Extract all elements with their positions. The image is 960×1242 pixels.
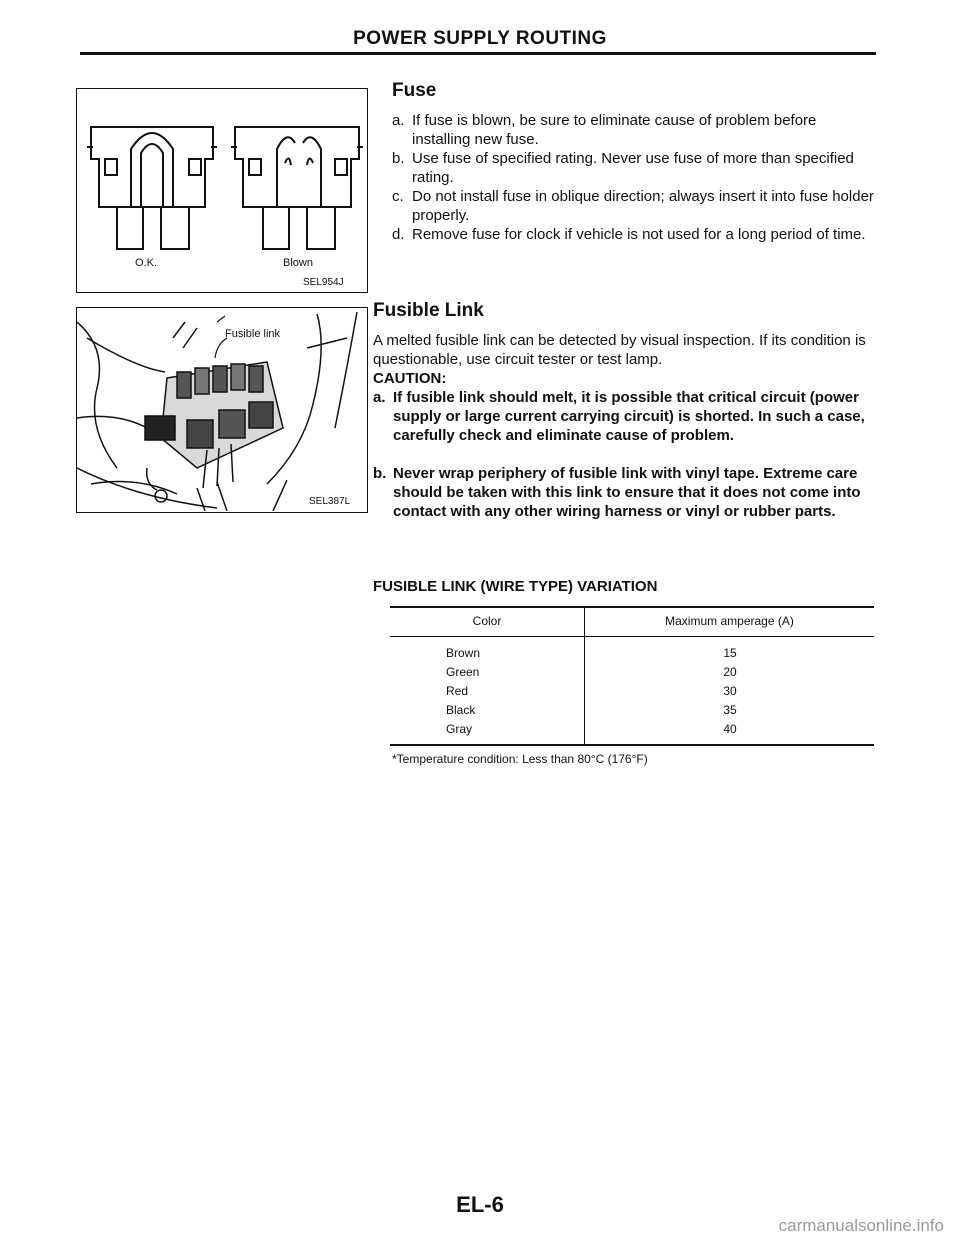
- table-cell-amperage: 20: [723, 665, 737, 679]
- table-cell-amperage: 15: [723, 646, 737, 660]
- table-cell-amperage: 40: [723, 722, 737, 736]
- table-rule: [390, 636, 874, 637]
- list-item: [392, 111, 874, 149]
- list-marker: b.: [373, 465, 387, 482]
- list-text: Never wrap periphery of fusible link with vinyl tape. Extreme care should be taken with this link to ensure that it does not come into contact with any other wiring harness or vinyl or rubber parts.: [393, 465, 861, 520]
- list-marker: b.: [392, 150, 405, 167]
- table-cell-color: Green: [446, 665, 480, 679]
- table-cell-amperage: 30: [723, 684, 737, 698]
- fusible-link-intro: A melted fusible link can be detected by visual inspection. If its condition is questionable, use circuit tester or test lamp.: [373, 332, 866, 368]
- fuse-blown-icon: [231, 127, 363, 249]
- caution-label: CAUTION:: [373, 370, 447, 387]
- list-marker: d.: [392, 226, 405, 243]
- fusible-link-drawing: [77, 308, 367, 511]
- list-text: If fusible link should melt, it is possible that critical circuit (power supply or large current carrying circuit) is shorted. In such a case, carefully check and eliminate cause of problem.: [393, 389, 865, 444]
- table-divider: [584, 607, 585, 745]
- fuse-drawing: [77, 89, 367, 291]
- page-number: EL-6: [456, 1192, 504, 1217]
- fuse-ok-label: O.K.: [135, 257, 158, 269]
- list-text: If fuse is blown, be sure to eliminate cause of problem before installing new fuse.: [412, 112, 817, 148]
- list-item: [392, 149, 874, 187]
- table-rule: [390, 606, 874, 608]
- table-cell-color: Gray: [446, 722, 473, 736]
- list-item: [373, 388, 873, 445]
- fusible-link-figure: [76, 307, 368, 513]
- list-text: Use fuse of specified rating. Never use fuse of more than specified rating.: [412, 150, 854, 186]
- figure-code: SEL387L: [309, 496, 351, 507]
- list-marker: a.: [373, 389, 386, 406]
- title-rule: [80, 52, 876, 55]
- table-cell-color: Black: [446, 703, 476, 717]
- fusible-link-label: Fusible link: [225, 328, 281, 340]
- list-text: Do not install fuse in oblique direction; always insert it into fuse holder properly.: [412, 188, 874, 224]
- table-rule: [390, 744, 874, 746]
- table-header-amperage: Maximum amperage (A): [665, 614, 794, 628]
- watermark: carmanualsonline.info: [778, 1216, 944, 1235]
- list-item: [392, 187, 874, 225]
- section-heading-fusible-link: Fusible Link: [373, 300, 484, 321]
- table-footnote: *Temperature condition: Less than 80°C (176°F): [392, 752, 648, 766]
- table-header-color: Color: [472, 614, 502, 628]
- list-item: [392, 225, 874, 244]
- fuse-figure: [76, 88, 368, 293]
- table-cell-color: Brown: [446, 646, 481, 660]
- list-marker: a.: [392, 112, 405, 129]
- table-cell-amperage: 35: [723, 703, 737, 717]
- page-title: POWER SUPPLY ROUTING: [353, 28, 607, 49]
- list-text: Remove fuse for clock if vehicle is not used for a long period of time.: [412, 226, 866, 243]
- figure-code: SEL954J: [303, 277, 344, 288]
- table-title: FUSIBLE LINK (WIRE TYPE) VARIATION: [373, 578, 658, 595]
- list-item: [373, 464, 873, 521]
- fuse-blown-label: Blown: [283, 257, 313, 269]
- fuse-ok-icon: [87, 127, 217, 249]
- list-marker: c.: [392, 188, 404, 205]
- section-heading-fuse: Fuse: [392, 80, 437, 101]
- table-cell-color: Red: [446, 684, 469, 698]
